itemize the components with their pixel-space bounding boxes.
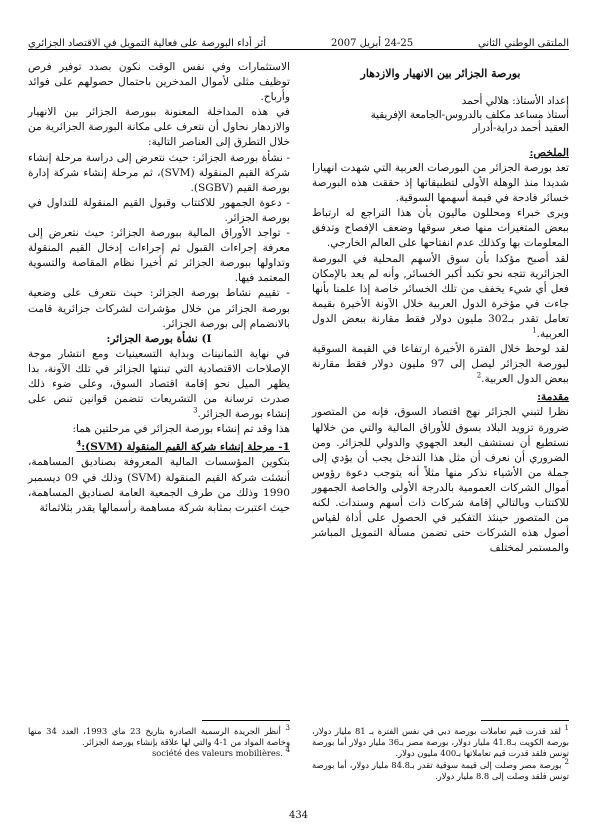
intro-heading: مقدمة: bbox=[537, 391, 569, 404]
footnote-ref-1: 1 bbox=[532, 326, 537, 335]
footnote-mark-2: 2 bbox=[564, 757, 569, 766]
header-rule bbox=[28, 49, 569, 50]
footnote-ref-3: 3 bbox=[193, 406, 198, 415]
footnote-rule-right bbox=[481, 720, 569, 721]
footnote-3 bbox=[28, 726, 290, 748]
abstract-paragraph-4 bbox=[312, 342, 569, 387]
footnote-4 bbox=[28, 748, 290, 759]
bullet-item-1: - نشأة بورصة الجزائر: حيث نتعرض إلى دراسة مرحلة إنشاء شركة القيم المنقولة (SVM)، ثم مرحلة إنشاء شركة إدارة بورصة القيم (SGBV). bbox=[28, 151, 290, 194]
footnote-1-text: لقد قدرت قيم تعاملات بورصة دبي في نفس الفترة بـ 81 مليار دولار، بورصة الكويت بـ41.8 مليار دولار، بورصة مصر بـ36 مليار دولار أما بورصة تونس فلقد قدرت قيم تعاملاتها بـ400 مليون دولار. bbox=[312, 726, 570, 759]
footnote-2 bbox=[312, 757, 569, 782]
abstract-paragraph-4-text: لقد لوحظ خلال الفترة الأخيرة ارتفاعا في القيمة السوقية لبورصة الجزائر ليصل إلى 97 مليون دولار فقط مقارنة ببعض الدول العربية. bbox=[312, 343, 570, 386]
subsection-heading-1 bbox=[28, 440, 290, 455]
right-column bbox=[312, 60, 569, 556]
intro-paragraph: نظرا لتبني الجزائر نهج اقتصاد السوق، فإنه من المتصور ضرورة تزويد البلاد بسوق للأوراق المالية والتي من خلالها نستطيع أن نستشف البعد الجهوي والدولي للجزائر. ومن الضروري أن نعرف أن مثل هذا التدخل يجب أن يؤدي إلى جملة من الأشياء نذكر منها مثلاً أنه يتوجب دعوة رؤوس أموال الشركات العمومية بالدرجة الأولى والخاصة الجمهور للاكتتاب وبالتالي إقامة شركات ذات أسهم وسندات. لكنه من المتصور حينئذ التفكير في الحصول على أداة لقياس أصول هذه الشركات حتى تضمن مسألة التمويل المباشر والمستمر لمختلف bbox=[312, 406, 569, 555]
footnote-mark-1: 1 bbox=[564, 724, 569, 733]
footnote-4-text: société des valeurs mobilières. bbox=[151, 748, 283, 759]
abstract-paragraph-2: ويرى خبراء ومحللون ماليون بأن هذا التراجع له ارتباط ببعض المتغيرات منها صغر سوقها وضعف الإفصاح وتدفق المعلومات بها وكذلك عدم انفتاحها على العالم الخارجي. bbox=[312, 207, 569, 250]
header-topic: أثر أداء البورصة على فعالية التمويل في الاقتصاد الجزائري bbox=[28, 38, 267, 49]
footnote-1 bbox=[312, 726, 569, 760]
footnotes-right bbox=[312, 726, 569, 782]
abstract-paragraph-3-text: لقد أصبح مؤكدا بأن سوق الأسهم المحلية في البورصة الجزائرية تتجه نحو تكبد أكبر الخسائر, وأنه لم يعد بالإمكان فعل أي شيء يخفف من تلك الخسائر خاصة إذا علمنا بأنها جاءت في مؤخرة الدول العربية خلال الآونة الأخيرة بقيمة تعامل تقدر بـ302 مليون دولار فقط مقارنة ببعض الدول العربية. bbox=[312, 252, 569, 340]
footnote-mark-4: 4 bbox=[285, 746, 290, 755]
page-number: 434 bbox=[288, 810, 309, 821]
subsection-heading-1-text: 1- مرحلة إنشاء شركة القيم المنقولة (SVM): bbox=[81, 441, 290, 454]
running-header bbox=[28, 27, 569, 49]
section-paragraph-1-text: في نهاية الثمانينات وبداية التسعينيات ومع انتشار موجة الإصلاحات الاقتصادية التي تبنتها الجزائر في تلك الآونة، بدا يظهر الميل نحو إقامة اقتصاد السوق، وعلى ضوء ذلك صدرت ترسانة من التشريعات تتضمن قوانين تنص على إنشاء بورصة الجزائر. bbox=[28, 347, 290, 421]
author-line-2: أستاذ مساعد مكلف بالدروس-الجامعة الإفريقية bbox=[370, 108, 569, 121]
left-column bbox=[28, 60, 290, 516]
footnote-2-text: بورصة مصر وصلت إلى قيمة سوقية تقدر بـ84.8 مليار دولار، أما بورصة تونس فلقد وصلت إلى 8.8 مليار دولار. bbox=[312, 759, 569, 781]
left-paragraph-1: الاستثمارات وفي نفس الوقت نكون بصدد توفير فرص توظيف مثلى لأموال المدخرين باحتمال حصولهم على فوائد وأرباح. bbox=[28, 61, 290, 104]
section-paragraph-1 bbox=[28, 347, 290, 422]
footnote-mark-3: 3 bbox=[285, 724, 290, 733]
footnotes-left bbox=[28, 726, 290, 760]
abstract-paragraph-3 bbox=[312, 252, 569, 343]
subsection-paragraph-1: بتكوين المؤسسات المالية المعروفة بصناديق المساهمة، أنشئت شركة القيم المنقولة (SVM) وذلك في 09 ديسمبر 1990 وذلك من طرف الجمعية العامة لصناديق المساهمة، حيث اعتبرت بمثابة شركة مساهمة رأسمالها يقدر بثلاثمائة bbox=[28, 456, 290, 514]
abstract-paragraph-1: تعد بورصة الجزائر من البورصات العربية التي شهدت انهيارا شديدا منذ الوهلة الأولى لتطبيقاتها إذ حققت هذه البورصة خسائر فادحة في قيمة أسهمها السوقية. bbox=[312, 161, 569, 205]
author-line-3: العقيد أحمد دراية-أدرار bbox=[472, 122, 569, 135]
footnote-3-text: أنظر الجريدة الرسمية الصادرة بتاريخ 23 ماي 1993، العدد 34 منها وخاصة المواد من 1-4 والتي لها علاقة بإنشاء بورصة الجزائر. bbox=[28, 726, 290, 748]
section-heading-1: I) نشأة بورصة الجزائر: bbox=[106, 332, 212, 345]
header-date: 24-25 أبريل 2007 bbox=[330, 38, 414, 49]
author-line-1: إعداد الأستاذ: هلالي أحمد bbox=[461, 95, 569, 108]
bullet-item-4: - تقييم نشاط بورصة الجزائر: حيث نتعرف على وضعية بورصة الجزائر من خلال مؤشرات لشركات جزائرية قامت بالانضمام إلى بورصة الجزائر. bbox=[28, 287, 290, 330]
footnote-ref-2: 2 bbox=[476, 371, 482, 380]
abstract-heading: الملخص: bbox=[529, 146, 569, 159]
bullet-item-3: - تواجد الأوراق المالية ببورصة الجزائر: حيث نتعرض إلى معرفة إجراءات القبول ثم إجراءات إدخال القيم المنقولة وتداولها ببورصة الجزائر ثم أخيرا نظام المقاصة والتسوية المعتمد فيها. bbox=[28, 227, 290, 285]
header-conference: الملتقى الوطني الثاني bbox=[478, 38, 569, 49]
footnote-ref-4: 4 bbox=[76, 438, 82, 448]
bullet-item-2: - دعوة الجمهور للاكتتاب وقبول القيم المنقولة للتداول في بورصة الجزائر. bbox=[28, 196, 290, 224]
left-paragraph-2: في هذه المداخلة المعنونة ببورصة الجزائر بين الانهيار والازدهار نحاول أن نتعرف على مكانة البورصة الجزائرية من خلال التطرق إلى العناصر التالية: bbox=[28, 106, 290, 149]
paper-title: بورصة الجزائر بين الانهيار والازدهار bbox=[360, 67, 521, 80]
section-paragraph-2: هذا وقد تم إنشاء بورصة الجزائر في مرحلتين هما: bbox=[72, 423, 290, 436]
footnote-rule-left bbox=[202, 720, 290, 721]
